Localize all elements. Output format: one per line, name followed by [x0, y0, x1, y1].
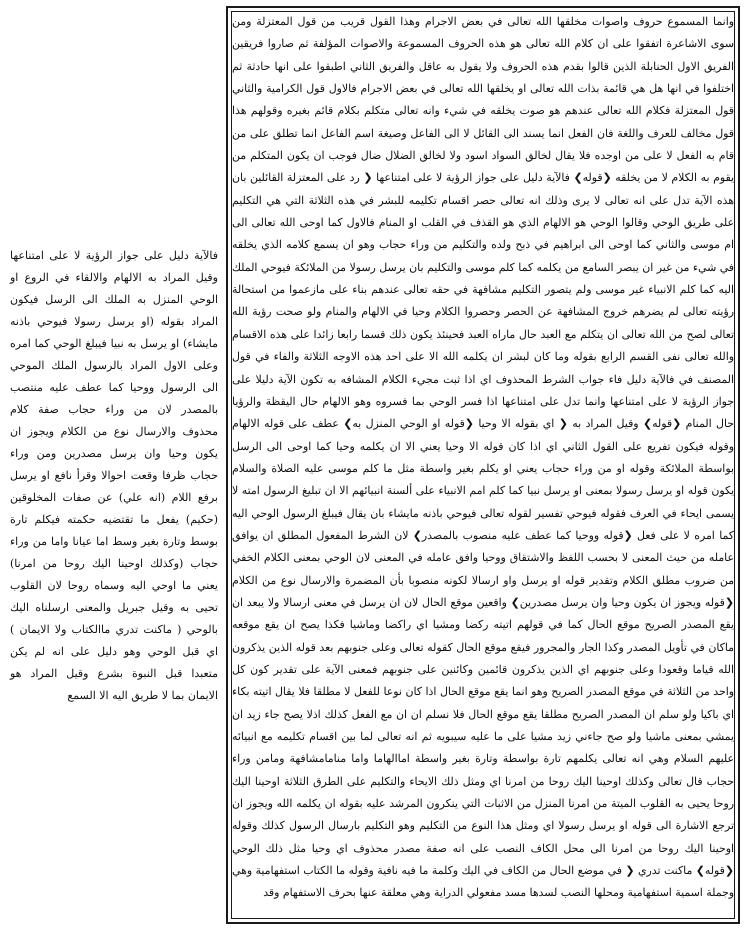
margin-gloss-text [10, 245, 218, 702]
main-commentary-text [232, 11, 734, 919]
main-commentary-paragraph: وانما المسموع حروف واصوات مخلقها الله تعالى في بعض الاجرام وهذا القول قريب من قول المعتزلة ومن سوى الاشاعرة اتفقوا على ان كلام الله تعالى هو هذه الحروف المسموعة والاصوات المؤلفة ثم صاروا فريقين الفريق الاول الحنابلة الذين قالوا بقدم هذه الحروف ولا يقول به عاقل والفريق الثاني اطبقوا على انها حادثة ثم اختلفوا في انها هل هي قائمة بذات الله تعالى او يخلقها الله تعالى في بعض الاجرام فالاول قول الكرامية والثاني قول المعتزلة فكلام الله تعالى عندهم هو صوت يخلقه في شيء وانه تعالى متكلم بكلام قائم بغيره وقولهم هذا قول مخالف للعرف واللغة فان الفعل انما يسند الى القائل لا الى الفاعل وصيغة اسم الفاعل انما تطلق على من قام به الفعل لا على من اوجده فلا يقال لخالق السواد اسود ولا لخالق الضلال ضال فوجب ان يكون المتكلم من يقوم به الكلام لا من يخلقه ❮قوله❯ فالآية دليل على جواز الرؤية لا على امتناعها ❮ رد على المعتزلة القائلين بان هذه الآية تدل على انه تعالى لا يرى وذلك انه تعالى حصر اقسام تكليمه للبشر في هذه الثلاثة التي هي التكليم على طريق الوحي وقالوا الوحي هو الالهام الذي هو القذف في القلب او المنام فالاول كما اوحى الله تعالى الى ام موسى والثاني كما اوحى الى ابراهيم في ذبح ولده والتكليم من وراء حجاب وهو ان يسمع كلامه الذي يخلقه في شيء من غير ان يبصر السامع من يكلمه كما كلم موسى والتكليم بان يرسل رسولا من الملائكة فيوحي الملك اليه كما كلم الانبياء غير موسى ولم يتصور التكليم مشافهة في حقه تعالى عندهم بناء على مازعموا من استحالة رؤيته تعالى لم يضرهم خروج المشافهة عن الحصر وحصروا الكلام وحيا في الالهام والمنام ولو صحت رؤية الله تعالى لصح من الله تعالى ان يتكلم مع العبد حال ماراه العبد فحينئذ يكون ذلك قسما رابعا زائدا على هذه الاقسام والله تعالى نفى القسم الرابع بقوله وما كان لبشر ان يكلمه الله الا على احد هذه الاوجه الثلاثة والفاء في قول المصنف في فالآية دليل فاء جواب الشرط المحذوف اي اذا ثبت مجيء الكلام المشافه به تكون الآية دليلا على جواز الرؤية لا على امتناعها وانما تدل على امتناعها اذا فسر الوحي بما فسروه وهو الالهام حال اليقظة والرؤيا حال المنام ❮قوله❯ وقيل المراد به ❮ اي بقوله الا وحيا ❮قوله او الوحي المنزل به❯ عطف على قوله الالهام وقوله فيكون تفريع على القول الثاني اي اذا كان قوله الا وحيا يعني الا ان يكلمه وحيا كما اوحى الى الرسل بواسطة الملائكة وقوله او من وراء حجاب يعني او يكلم بغير واسطة مثل ما كلم موسى عليه الصلاة والسلام يكون قوله او يرسل رسولا بمعنى او يرسل نبيا كما كلم امم الانبياء على ألسنة انبيائهم الا ان تبليغ الرسول امته لا يسمى ايحاء في العرف فقوله فيوحي تفسير لقوله تعالى فيوحي باذنه مايشاء بان يقال فيبلغ الرسول الوحي اليه كما امره لا على فعل ❮قوله ووحيا كما عطف عليه منصوب بالمصدر❯ لان الشرط المفعول المطلق ان يوافق عامله من حيث المعنى لا بحسب اللفظ والاشتقاق ووحيا وافق عامله في المعنى لان الوحي بمعنى الكلام الخفي من ضروب مطلق الكلام وتقدير قوله او يرسل واو ارسالا لكونه منصوبا بأن المضمرة والارسال نوع من الكلام ❮قوله ويجوز ان يكون وحيا وان يرسل مصدرين❯ واقعين موقع الحال لان ان يرسل في معنى ارسالا ولا يبعد ان يقع المصدر الصريح موقع الحال كما في قولهم اتيته ركضا ومشيا اي راكضا وماشيا فكذا يصح ان يقع موقعه ماكان في تأويل المصدر وكذا الجار والمجرور فيقع موقع الحال كقوله تعالى وعلى جنوبهم بعد قوله الذين يذكرون الله قياما وقعودا وعلى جنوبهم اي الذين يذكرون قائمين وكائنين على جنوبهم فمعنى الآية على تقدير كون كل واحد من الثلاثة في موقع المصدر الصريح وهو انما يقع موقع الحال اذا كان نوعا للفعل لا مطلقا فلا يقال اتيته بكاء اي باكيا ولو سلم ان المصدر الصريح مطلقا يقع موقع الحال فلا نسلم ان ان مع الفعل كذلك اذلا يصح جاء زيد ان يمشي بمعنى ماشيا ولو صح جاءني زيد مشيا على ما عليه سيبويه ثم انه تعالى لما بين اقسام تكليمه مع انبيائه عليهم السلام وهي انه تعالى يكلمهم تارة بواسطة وتارة بغير واسطة اماالهاما واما منامامشافهة ومامن وراء حجاب قال تعالى وكذلك اوحينا اليك روحا من امرنا اي ومثل ذلك الايحاء والتكليم على الطرق الثلاثة اوحينا اليك روحا يحيى به القلوب الميتة من امرنا المنزل من الاثبات التي ينكرون المرشد عليه بقوله ان يكلمه الله ويجوز ان ترجع الاشارة الى قوله او يرسل رسولا اي ومثل هذا النوع من التكليم وهو التكليم بارسال الرسول كذلك وقوله اوحينا اليك روحا من امرنا الى محل الكاف النصب على انه صفة مصدر محذوف اي وحيا مثل ذلك الوحي ❮قوله❯ ماكنت تدري ❮ في موضع الحال من الكاف في اليك وكلمة ما فيه نافية وقوله ما الكتاب استفهامية وهي وجملة اسمية استفهامية ومحلها النصب لسدها مسد مفعولي الدراية وهي معلقة عنها بحرف الاستفهام وقد [232, 15, 734, 900]
margin-gloss-paragraph: فالآية دليل على جواز الرؤية لا على امتناعها وقيل المراد به الالهام والالقاء في الروع او الوحي المنزل به الملك الى الرسل فيكون المراد بقوله (او يرسل رسولا فيوحي باذنه مايشاء) او يرسل به نبيا فيبلغ الوحي كما امره وعلى الاول المراد بالرسول الملك الموحي الى الرسول ووحيا كما عطف عليه منتصب بالمصدر لان من وراء حجاب صفة كلام محذوف والارسال نوع من الكلام ويجوز ان يكون وحيا وان يرسل مصدرين ومن وراء حجاب ظرفا وقعت احوالا وقرأ نافع او يرسل برفع اللام (انه علي) عن صفات المخلوقين (حكيم) يفعل ما تقتضيه حكمته فيكلم تارة بوسط وتارة بغير وسط اما عيانا واما من وراء حجاب (وكذلك اوحينا اليك روحا من امرنا) يعني ما اوحي اليه وسماه روحا لان القلوب تحيى به وقيل جبريل والمعنى ارسلناه اليك بالوحي ( ماكنت تدري ماالكتاب ولا الايمان ) اي قبل الوحي وهو دليل على انه لم يكن متعبدا قبل النبوة بشرع وقيل المراد هو الايمان بما لا طريق اليه الا السمع [10, 249, 218, 702]
